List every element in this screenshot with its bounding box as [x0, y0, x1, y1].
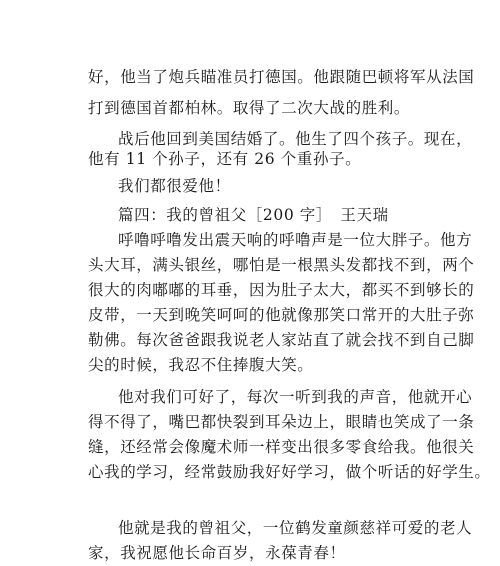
section-heading: 篇四：我的曾祖父［200 字］ 王天瑞	[118, 206, 389, 224]
text-line: 头大耳，满头银丝，哪怕是一根黑头发都找不到，两个	[88, 256, 475, 274]
text-line: 尖的时候，我忍不住捧腹大笑。	[88, 356, 314, 374]
text-line: 得不得了，嘴巴都快裂到耳朵边上，眼睛也笑成了一条	[88, 413, 475, 431]
text-line: 他有 11 个孙子，还有 26 个重孙子。	[88, 150, 362, 168]
text-line: 我们都很爱他！	[118, 177, 231, 195]
text-line: 皮带，一天到晚笑呵呵的他就像那笑口常开的大肚子弥	[88, 306, 475, 324]
text-line: 缝，还经常会像魔术师一样变出很多零食给我。他很关	[88, 438, 475, 456]
text-line: 他就是我的曾祖父，一位鹤发童颜慈祥可爱的老人	[118, 519, 473, 537]
text-line: 呼噜呼噜发出震天响的呼噜声是一位大胖子。他方	[118, 231, 473, 249]
text-line: 很大的肉嘟嘟的耳垂，因为肚子太大，都买不到够长的	[88, 281, 475, 299]
text-line: 勒佛。每次爸爸跟我说老人家站直了就会找不到自己脚	[88, 331, 475, 349]
text-line: 战后他回到美国结婚了。他生了四个孩子。现在，	[118, 130, 473, 148]
text-line: 好，他当了炮兵瞄准员打德国。他跟随巴顿将军从法国	[88, 68, 475, 86]
text-line: 他对我们可好了，每次一听到我的声音，他就开心	[118, 388, 473, 406]
text-line: 家，我祝愿他长命百岁，永葆青春！	[88, 544, 346, 562]
text-line: 打到德国首都柏林。取得了二次大战的胜利。	[88, 99, 411, 117]
text-line: 心我的学习，经常鼓励我好好学习，做个听话的好学生。	[88, 463, 491, 481]
